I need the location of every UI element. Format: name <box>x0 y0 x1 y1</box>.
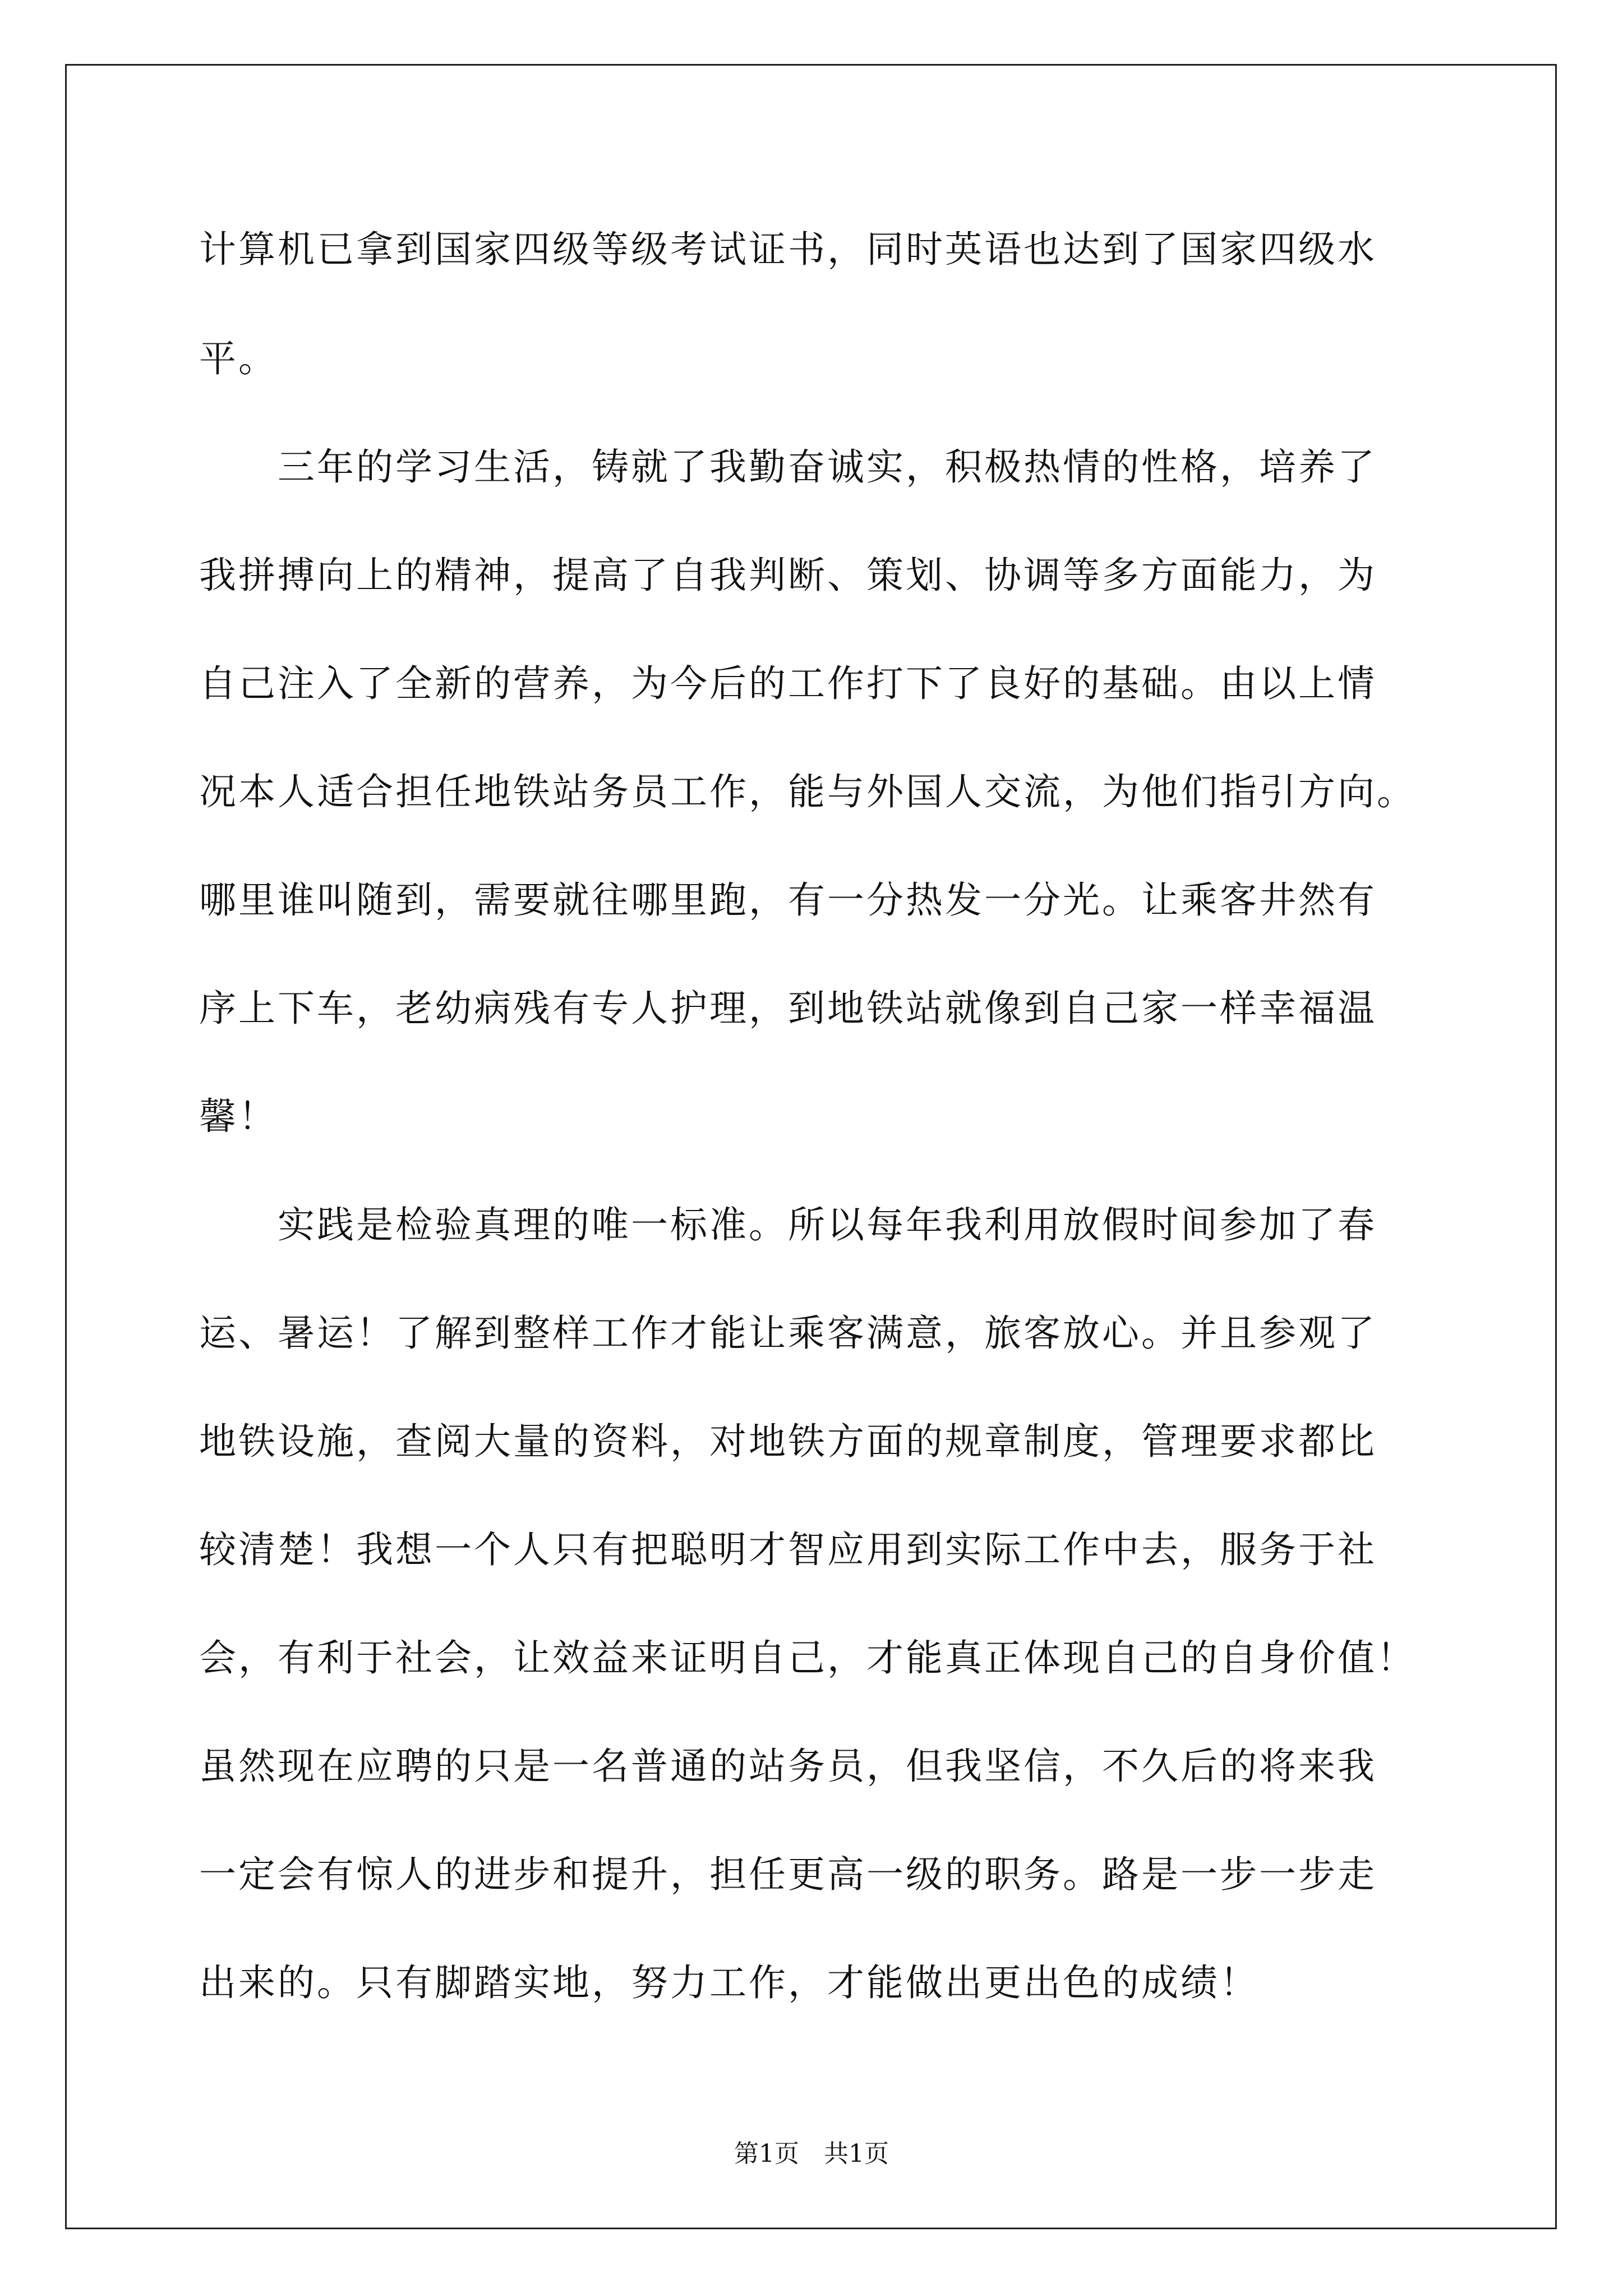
text-line: 我拼搏向上的精神，提高了自我判断、策划、协调等多方面能力，为 <box>199 554 1377 597</box>
text-line: 自己注入了全新的营养，为今后的工作打下了良好的基础。由以上情 <box>199 662 1377 705</box>
text-line: 平。 <box>199 337 278 380</box>
text-line: 虽然现在应聘的只是一名普通的站务员，但我坚信，不久后的将来我 <box>199 1745 1377 1788</box>
page-footer: 第1页 共1页 <box>734 2139 889 2168</box>
text-line: 较清楚！我想一个人只有把聪明才智应用到实际工作中去，服务于社 <box>199 1528 1377 1571</box>
text-line: 一定会有惊人的进步和提升，担任更高一级的职务。路是一步一步走 <box>199 1853 1377 1896</box>
text-line: 况本人适合担任地铁站务员工作，能与外国人交流，为他们指引方向。 <box>199 770 1416 813</box>
text-line: 地铁设施，查阅大量的资料，对地铁方面的规章制度，管理要求都比 <box>199 1420 1377 1463</box>
text-line: 会，有利于社会，让效益来证明自己，才能真正体现自己的自身价值！ <box>199 1636 1416 1680</box>
text-line: 运、暑运！了解到整样工作才能让乘客满意，旅客放心。并且参观了 <box>199 1312 1377 1355</box>
text-line: 实践是检验真理的唯一标准。所以每年我利用放假时间参加了春 <box>199 1203 1377 1246</box>
text-line: 三年的学习生活，铸就了我勤奋诚实，积极热情的性格，培养了 <box>199 445 1377 489</box>
text-line: 馨！ <box>199 1095 278 1138</box>
text-line: 序上下车，老幼病残有专人护理，到地铁站就像到自己家一样幸福温 <box>199 987 1377 1030</box>
text-line: 出来的。只有脚踏实地，努力工作，才能做出更出色的成绩！ <box>199 1961 1259 2004</box>
text-line: 哪里谁叫随到，需要就往哪里跑，有一分热发一分光。让乘客井然有 <box>199 878 1377 922</box>
text-line: 计算机已拿到国家四级等级考试证书，同时英语也达到了国家四级水 <box>199 228 1377 271</box>
